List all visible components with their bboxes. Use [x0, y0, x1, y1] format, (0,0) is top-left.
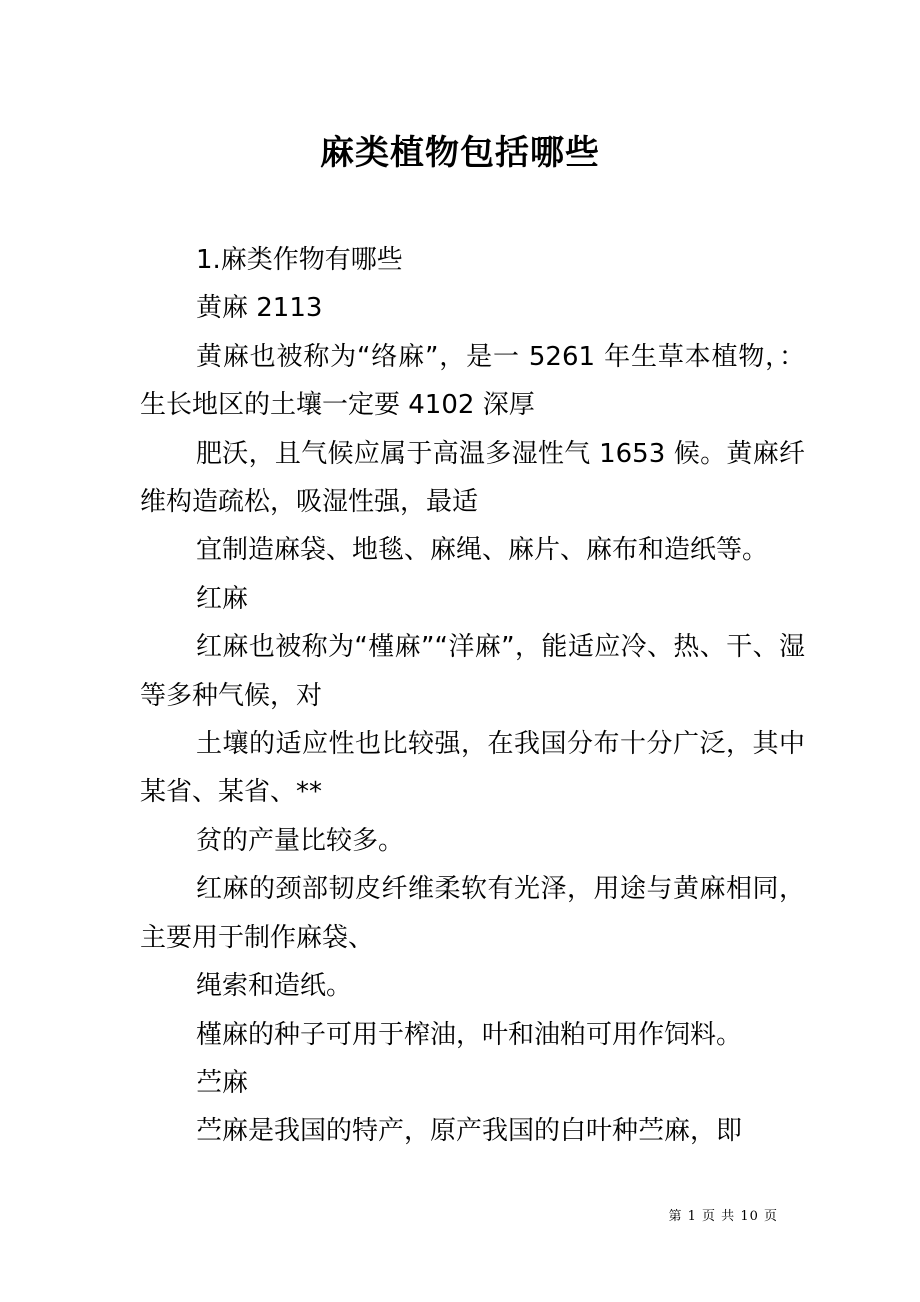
- paragraph: 苎麻: [196, 1067, 249, 1098]
- paragraph: 红麻的颈部韧皮纤维柔软有光泽，用途与黄麻相同，主要用于制作麻袋、: [140, 874, 805, 953]
- page-footer: 第 1 页 共 10 页: [668, 1209, 778, 1224]
- paragraph: 绳索和造纸。: [196, 971, 353, 1002]
- paragraph: 红麻也被称为“槿麻”“洋麻”，能适应冷、热、干、湿等多种气候，对: [140, 632, 805, 711]
- paragraph: 肥沃，且气候应属于高温多湿性气 1653 候。黄麻纤维构造疏松，吸湿性强，最适: [140, 438, 805, 518]
- paragraph: 黄麻也被称为“络麻”，是一 5261 年生草本植物，：生长地区的土壤一定要 4102 深厚: [140, 341, 805, 421]
- paragraph: 宜制造麻袋、地毯、麻绳、麻片、麻布和造纸等。: [196, 535, 769, 566]
- paragraph: 苎麻是我国的特产，原产我国的白叶种苎麻，即: [196, 1116, 743, 1147]
- paragraph: 槿麻的种子可用于榨油，叶和油粕可用作饲料。: [196, 1019, 743, 1050]
- paragraph: 1.麻类作物有哪些: [196, 245, 403, 275]
- paragraph: 土壤的适应性也比较强，在我国分布十分广泛，其中某省、某省、**: [140, 729, 805, 808]
- paragraph: 黄麻 2113: [196, 293, 323, 324]
- document-title: 麻类植物包括哪些: [320, 133, 600, 173]
- paragraph: 贫的产量比较多。: [196, 825, 405, 856]
- document-body: [140, 236, 805, 1156]
- paragraph: 红麻: [196, 583, 249, 614]
